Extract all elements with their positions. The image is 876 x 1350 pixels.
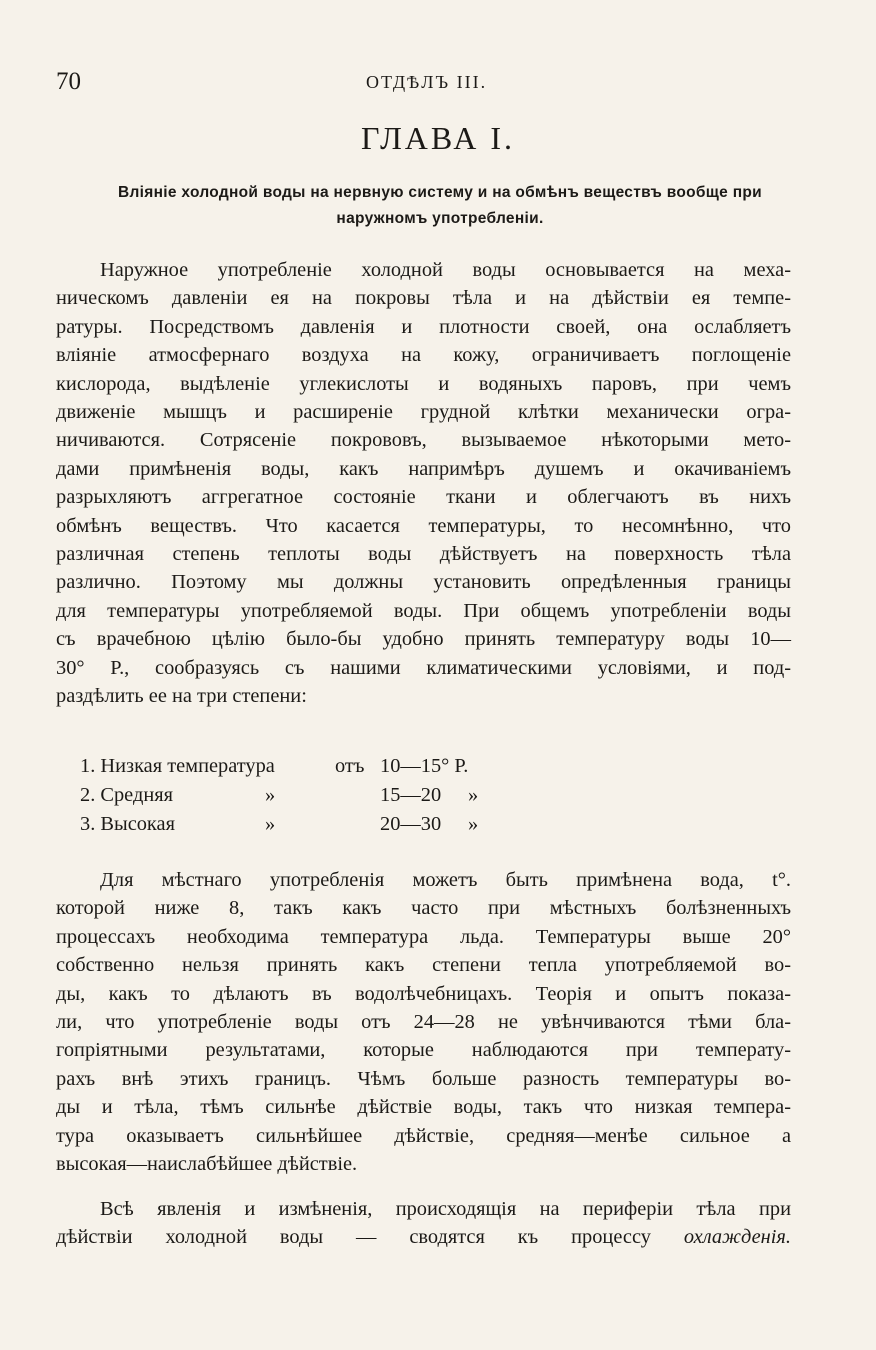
- temperature-range: 15—20: [380, 784, 442, 806]
- temperature-label: 2. Средняя: [80, 784, 174, 806]
- text-line: тура оказываетъ сильнѣйшее дѣйствіе, средняя—менѣе сильное а: [56, 1124, 791, 1147]
- text-line: ды и тѣла, тѣмъ сильнѣе дѣйствіе воды, такъ что низкая темпера-: [56, 1096, 791, 1119]
- text-line: различная степень теплоты воды дѣйствуетъ на поверхность тѣла: [56, 543, 791, 566]
- text-line: движеніе мышцъ и расширеніе грудной клѣтки механически огра-: [56, 401, 791, 424]
- text-line: съ врачебною цѣлію было-бы удобно принять температуру воды 10—: [56, 628, 791, 651]
- page-number: 70: [56, 68, 81, 95]
- list-item: [80, 810, 580, 839]
- text-line: Наружное употребленіе холодной воды основывается на меха-: [100, 259, 791, 281]
- paragraph-2: [56, 866, 791, 1178]
- text-line: разрыхляютъ аггрегатное состояніе ткани и облегчаютъ въ нихъ: [56, 486, 791, 509]
- text-line: Для мѣстнаго употребленія можетъ быть примѣнена вода, t°.: [100, 869, 791, 891]
- temperature-label: 1. Низкая температура: [80, 755, 275, 777]
- text-line: ратуры. Посредствомъ давленія и плотности своей, она ослабляетъ: [56, 315, 791, 338]
- text-line: раздѣлить ее на три степени:: [56, 685, 307, 708]
- temperature-range: 20—30: [380, 813, 442, 835]
- text-line: высокая—наислабѣйшее дѣйствіе.: [56, 1153, 358, 1176]
- text-line: которой ниже 8, такъ какъ часто при мѣстныхъ болѣзненныхъ: [56, 897, 791, 920]
- temperature-range: 10—15° Р.: [380, 755, 469, 777]
- text-line: кислорода, выдѣленіе углекислоты и водяныхъ паровъ, при чемъ: [56, 372, 791, 395]
- text-line: [56, 1223, 791, 1251]
- text-line: 30° Р., сообразуясь съ нашими климатическими условіями, и под-: [56, 656, 791, 679]
- temperature-list: [80, 752, 580, 839]
- chapter-title: ГЛАВА I.: [361, 120, 515, 156]
- temperature-prefix: отъ: [335, 755, 365, 777]
- text-line: различно. Поэтому мы должны установить опредѣленныя границы: [56, 571, 791, 594]
- text-line: ды, какъ то дѣлаютъ въ водолѣчебницахъ. Теорія и опытъ показа-: [56, 982, 791, 1005]
- text-line: гопріятными результатами, которые наблюдаются при температу-: [56, 1039, 791, 1062]
- temperature-prefix: »: [265, 813, 276, 835]
- chapter-subtitle: [60, 180, 820, 232]
- list-item: [80, 752, 580, 781]
- text-line: собственно нельзя принять какъ степени тепла употребляемой во-: [56, 954, 791, 977]
- subtitle-line: наружномъ употребленіи.: [336, 210, 544, 227]
- subtitle-line: Вліяніе холодной воды на нервную систему и на обмѣнъ веществъ вообще при: [118, 184, 762, 201]
- text-line: обмѣнъ веществъ. Что касается температуры, то несомнѣнно, что: [56, 514, 791, 537]
- ditto-mark: »: [468, 813, 479, 835]
- text-line: процессахъ необходима температура льда. Температуры выше 20°: [56, 925, 791, 948]
- text-line: ничиваются. Сотрясеніе покрововъ, вызываемое нѣкоторыми мето-: [56, 429, 791, 452]
- text-line: ли, что употребленіе воды отъ 24—28 не увѣнчиваются тѣми бла-: [56, 1011, 791, 1034]
- text-line: Всѣ явленія и измѣненія, происходящія на периферіи тѣла при: [100, 1198, 791, 1220]
- list-item: [80, 781, 580, 810]
- text-line: для температуры употребляемой воды. При общемъ употребленіи воды: [56, 599, 791, 622]
- page-header: [56, 68, 816, 98]
- temperature-label: 3. Высокая: [80, 813, 175, 835]
- text-fragment: дѣйствіи холодной воды — сводятся къ процессу: [56, 1226, 651, 1249]
- text-line: рахъ внѣ этихъ границъ. Чѣмъ больше разность температуры во-: [56, 1067, 791, 1090]
- temperature-prefix: »: [265, 784, 276, 806]
- paragraph-3: [56, 1195, 791, 1252]
- running-head: ОТДѢЛЪ III.: [366, 72, 488, 92]
- emphasized-word: охлажденія.: [683, 1226, 791, 1249]
- paragraph-1: [56, 256, 791, 711]
- ditto-mark: »: [468, 784, 479, 806]
- text-line: дами примѣненія воды, какъ напримѣръ душемъ и окачиваніемъ: [56, 457, 791, 480]
- text-line: ническомъ давленіи ея на покровы тѣла и на дѣйствіи ея темпе-: [56, 287, 791, 310]
- text-line: вліяніе атмосфернаго воздуха на кожу, ограничиваетъ поглощеніе: [56, 344, 791, 367]
